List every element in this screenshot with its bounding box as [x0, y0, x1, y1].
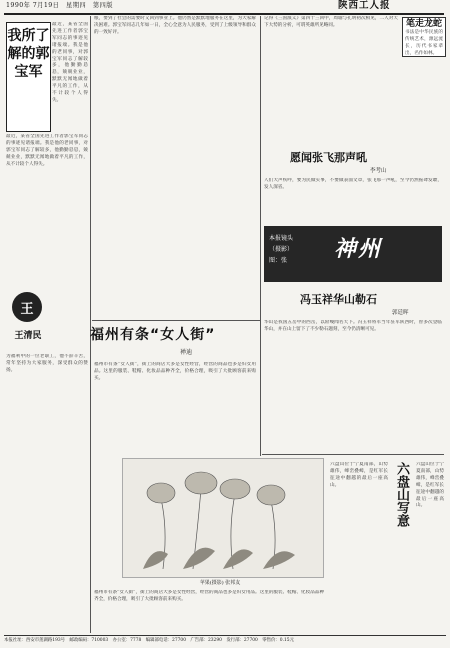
left-body-top-text: 最近，某省全国先进工作者郭宝军同志的事迹见诸报端。我是他的老同事，对郭宝军同志了解较多，他勤勤恳恳，兢兢业业，默默无闻地做着平凡的工作，从不计较个人得失。 — [6, 134, 88, 167]
left-side-text-p: 最近，某省全国先进工作者郭宝军同志的事迹见诸报端。我是他的老同事，对郭宝军同志了解较多，他勤勤恳恳，兢兢业业，默默无闻地做着平凡的工作，从不计较个人得失。 — [52, 22, 88, 103]
right-top-headline: 愿闻张飞那声吼 — [290, 151, 367, 164]
masthead: 陕西工人报 — [338, 0, 391, 11]
flower-illustration — [123, 459, 323, 577]
side-box-title: 笔走龙蛇 — [405, 19, 442, 29]
vertical-headline-text: 六盘山写意 — [394, 462, 409, 527]
middle-top-body — [94, 16, 256, 316]
banner-line-2: （摄影） — [269, 246, 294, 253]
left-headline-box — [6, 22, 51, 132]
bottom-right-text: 六盘山位于宁夏南部，山势雄伟，峰峦叠嶂，是红军长征途中翻越的最后一座高山。 — [330, 462, 388, 488]
bottom-far-right-body — [416, 462, 444, 630]
banner-left-text — [269, 233, 329, 277]
right-top-intro-text: 记得《三国演义》第四十三回中，周瑜与孔明初次相见，二人对天下大势的分析，可谓英雄所见略同。 — [264, 16, 398, 28]
middle-divider — [92, 320, 260, 321]
right-top-body-text: 人们大声疾呼，要为民做实事，不要做表面文章，张飞那一声吼，至今仍然振聋发聩，发人深省。 — [264, 178, 442, 190]
author-emblem — [12, 292, 42, 322]
left-headline: 我所了解的郭宝军 — [7, 28, 50, 80]
middle-story-author: 禅迪 — [180, 349, 193, 356]
banner-title: 神州 — [334, 237, 383, 262]
bottom-far-right-text: 六盘山位于宁夏南部，山势雄伟，峰峦叠嶂，是红军长征途中翻越的最后一座高山。 — [416, 462, 444, 509]
dateline: 1990年 7月19日 星期四 第四版 — [6, 2, 113, 9]
column-rule-2 — [260, 16, 261, 456]
right-story-author: 郭廷晖 — [392, 310, 409, 316]
middle-story-body — [94, 362, 256, 454]
bottom-middle-text: 福州市有条“女人街”，街上的商店大多是女性经营，经营的商品也多是妇女用品。这里的服装、鞋帽、化妆品品种齐全，价格合理，吸引了大批顾客前来购买。 — [94, 590, 324, 602]
right-story-text: 华山是我国五岳中的西岳，以险峻闻名天下。冯玉祥将军当年驻军陕西时，曾多次登临华山，并在山上留下了不少勒石题刻，至今仍清晰可见。 — [264, 320, 442, 332]
middle-story-headline: 福州有条“女人街” — [90, 327, 216, 343]
bottom-middle-body — [94, 590, 324, 632]
right-story-headline: 冯玉祥华山勒石 — [300, 293, 377, 306]
footer: 本报社址：西安市莲湖路193号 邮政编码：710003 办公室：7778 编辑部电话：27700 广告部：23290 发行部：27700 零售价：0.15元 — [4, 635, 446, 646]
right-top-body — [264, 178, 442, 222]
vertical-headline — [392, 462, 414, 582]
photo-caption: 苹果(摄影) 张邦友 — [199, 580, 241, 586]
left-side-text — [52, 22, 88, 130]
right-divider — [262, 454, 444, 455]
side-box — [402, 17, 446, 57]
author-emblem-char: 王 — [20, 301, 34, 317]
right-top-author: 李考山 — [370, 168, 387, 174]
bottom-right-body — [330, 462, 388, 630]
side-box-text: 书法是中华民族的传统艺术，源远流长，历代书家辈出，名作如林。 — [405, 30, 443, 56]
top-rule — [4, 13, 444, 15]
banner-line-1: 本报镜头 — [269, 235, 294, 242]
left-byline: 王清民 — [14, 331, 42, 341]
banner-line-3: 图：张 — [269, 257, 288, 264]
right-story-body — [264, 320, 442, 450]
flower-photo — [122, 458, 324, 578]
middle-story-text: 福州市有条“女人街”，街上的商店大多是女性经营，经营的商品也多是妇女用品。这里的服装、鞋帽、化妆品品种齐全，价格合理，吸引了大批顾客前来购买。 — [94, 362, 256, 381]
left-body-bottom — [6, 354, 88, 629]
left-body-top — [6, 134, 88, 284]
right-top-intro — [264, 16, 398, 146]
left-body-bottom-text: 为福利中的一位老职工，他不辞辛苦，常年坚持为大家服务，深受群众的赞扬。 — [6, 354, 88, 373]
middle-top-text: 粮，要到了社会的需要时又回到事业上。他仍然是默默地服务在这里，为大家解决困难。郭宝军同志几年如一日，全心全意为人民服务，受到了上级领导和群众的一致好评。 — [94, 16, 256, 35]
